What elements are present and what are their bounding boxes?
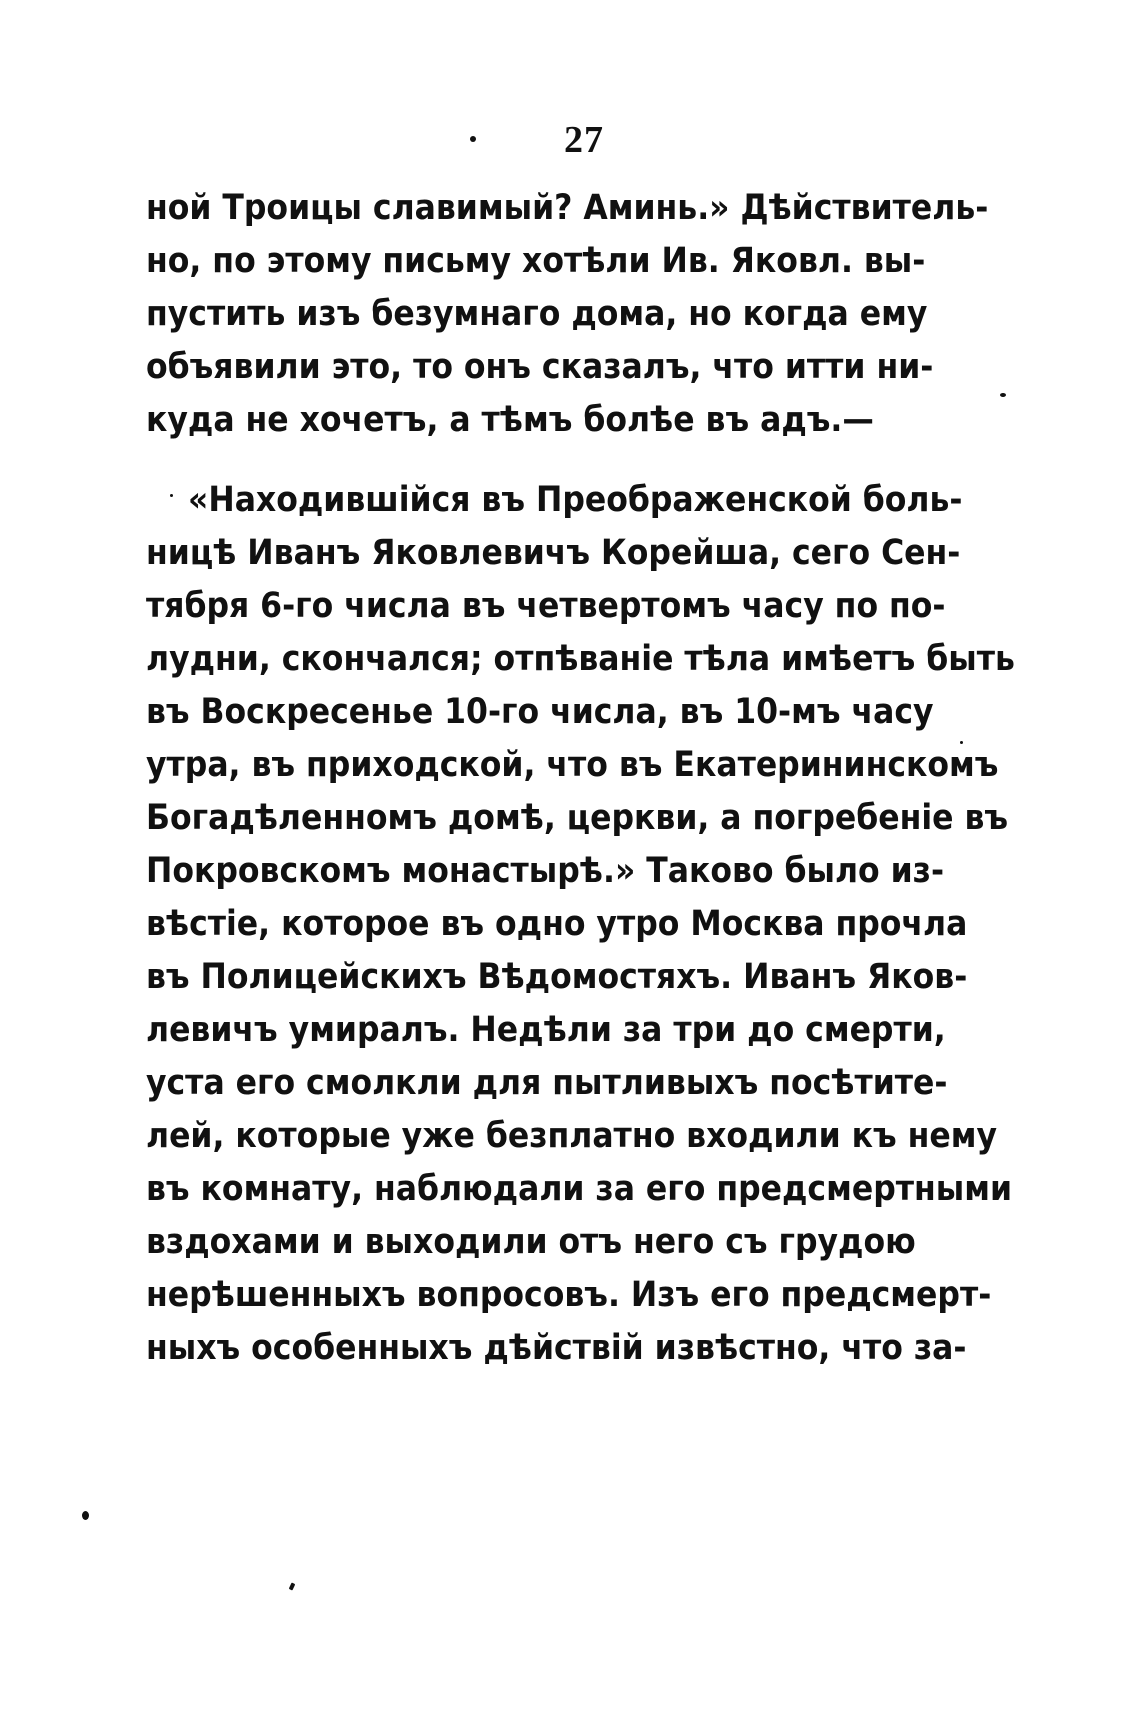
paragraph-2 xyxy=(146,474,1015,1375)
text-line: вздохами и выходили отъ него съ грудою xyxy=(146,1222,916,1262)
ink-speck xyxy=(289,1582,296,1590)
text-line: Покровскомъ монастырѣ.» Таково было из- xyxy=(146,851,945,891)
page-number-dot xyxy=(470,136,476,142)
ink-speck xyxy=(1000,393,1006,397)
text-line: нерѣшенныхъ вопросовъ. Изъ его предсмерт- xyxy=(146,1275,992,1315)
text-line: уста его смолкли для пытливыхъ посѣтите- xyxy=(146,1063,948,1103)
paragraph-1 xyxy=(146,182,989,447)
page-number-text: 27 xyxy=(564,119,604,161)
text-line: но, по этому письму хотѣли Ив. Яковл. вы- xyxy=(146,241,926,281)
ink-speck xyxy=(82,1511,89,1520)
text-line: въ Воскресенье 10-го числа, въ 10-мъ часу xyxy=(146,692,934,732)
text-line: ницѣ Иванъ Яковлевичъ Корейша, сего Сен- xyxy=(146,533,961,573)
text-line: лудни, скончался; отпѣваніе тѣла имѣетъ быть xyxy=(146,639,1015,679)
text-line: пустить изъ безумнаго дома, но когда ему xyxy=(146,294,928,334)
text-line: тября 6-го числа въ четвертомъ часу по по- xyxy=(146,586,946,626)
text-line: «Находившійся въ Преображенской боль- xyxy=(188,480,963,520)
text-line: утра, въ приходской, что въ Екатерининскомъ xyxy=(146,745,999,785)
ink-speck xyxy=(960,741,963,744)
text-line: въ Полицейскихъ Вѣдомостяхъ. Иванъ Яков- xyxy=(146,957,968,997)
text-line: лей, которые уже безплатно входили къ нему xyxy=(146,1116,997,1156)
ink-speck xyxy=(170,494,173,497)
text-line: Богадѣленномъ домѣ, церкви, а погребеніе въ xyxy=(146,798,1009,838)
text-line: ныхъ особенныхъ дѣйствій извѣстно, что за- xyxy=(146,1328,967,1368)
text-line: въ комнату, наблюдали за его предсмертными xyxy=(146,1169,1013,1209)
text-line: объявили это, то онъ сказалъ, что итти ни- xyxy=(146,347,934,387)
text-line: ной Троицы славимый? Аминь.» Дѣйствитель- xyxy=(146,188,989,228)
text-line: вѣстіе, которое въ одно утро Москва прочла xyxy=(146,904,968,944)
text-line: левичъ умиралъ. Недѣли за три до смерти, xyxy=(146,1010,946,1050)
page-number xyxy=(0,118,1140,162)
text-line: куда не хочетъ, а тѣмъ болѣе въ адъ.— xyxy=(146,400,874,440)
